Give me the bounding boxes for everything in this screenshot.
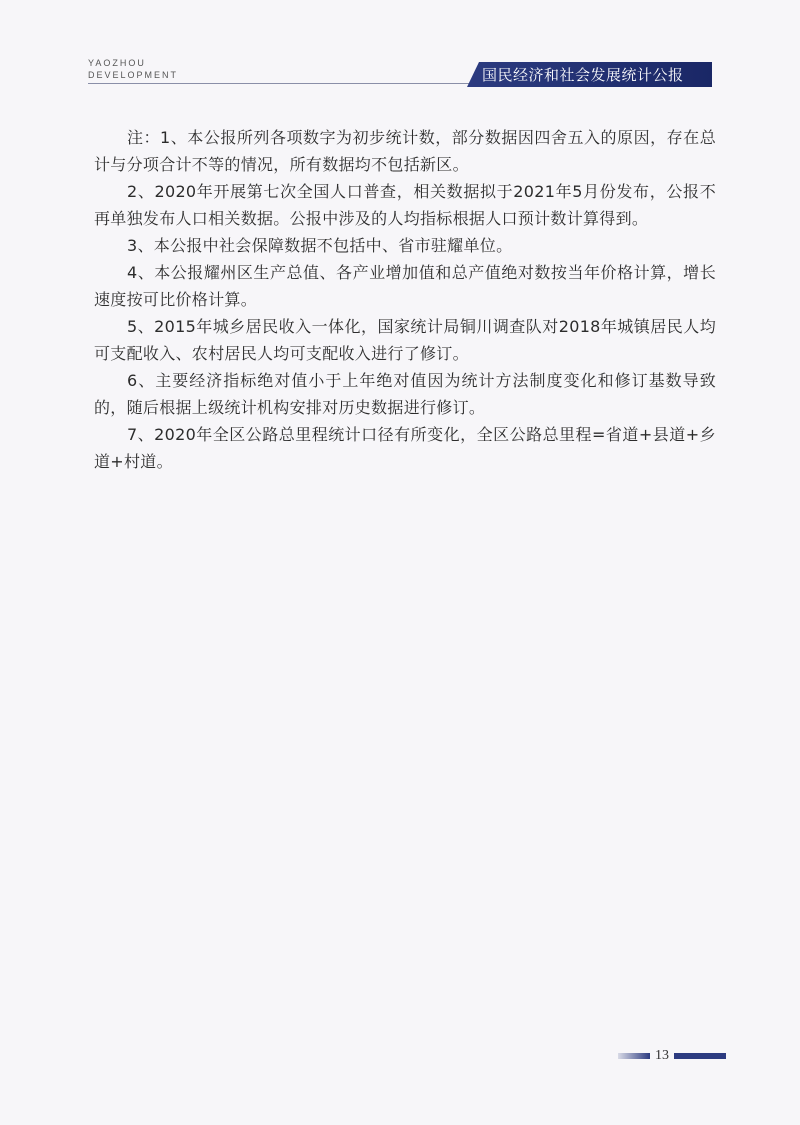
footer-bar-right [674, 1053, 726, 1059]
page-footer [618, 1049, 726, 1063]
section-title: 国民经济和社会发展统计公报 [482, 66, 684, 84]
brand-logotype [88, 57, 178, 81]
page-number: 13 [655, 1048, 669, 1063]
brand-line-1: YAOZHOU [88, 58, 146, 68]
footer-bar-left [618, 1053, 650, 1059]
note-paragraph-1: 注：1、本公报所列各项数字为初步统计数，部分数据因四舍五入的原因，存在总计与分项合计不等的情况，所有数据均不包括新区。 [94, 128, 716, 174]
note-paragraph-3: 3、本公报中社会保障数据不包括中、省市驻耀单位。 [127, 236, 513, 255]
note-paragraph-6: 6、主要经济指标绝对值小于上年绝对值因为统计方法制度变化和修订基数导致的，随后根据上级统计机构安排对历史数据进行修订。 [94, 371, 716, 417]
note-paragraph-5: 5、2015年城乡居民收入一体化，国家统计局铜川调查队对2018年城镇居民人均可支配收入、农村居民人均可支配收入进行了修订。 [94, 317, 716, 363]
note-paragraph-2: 2、2020年开展第七次全国人口普查，相关数据拟于2021年5月份发布，公报不再单独发布人口相关数据。公报中涉及的人均指标根据人口预计数计算得到。 [94, 182, 716, 228]
notes-section [94, 124, 716, 475]
note-paragraph-4: 4、本公报耀州区生产总值、各产业增加值和总产值绝对数按当年价格计算，增长速度按可比价格计算。 [94, 263, 716, 309]
brand-line-2: DEVELOPMENT [88, 70, 179, 80]
note-paragraph-7: 7、2020年全区公路总里程统计口径有所变化，全区公路总里程=省道+县道+乡道+村道。 [94, 425, 716, 471]
